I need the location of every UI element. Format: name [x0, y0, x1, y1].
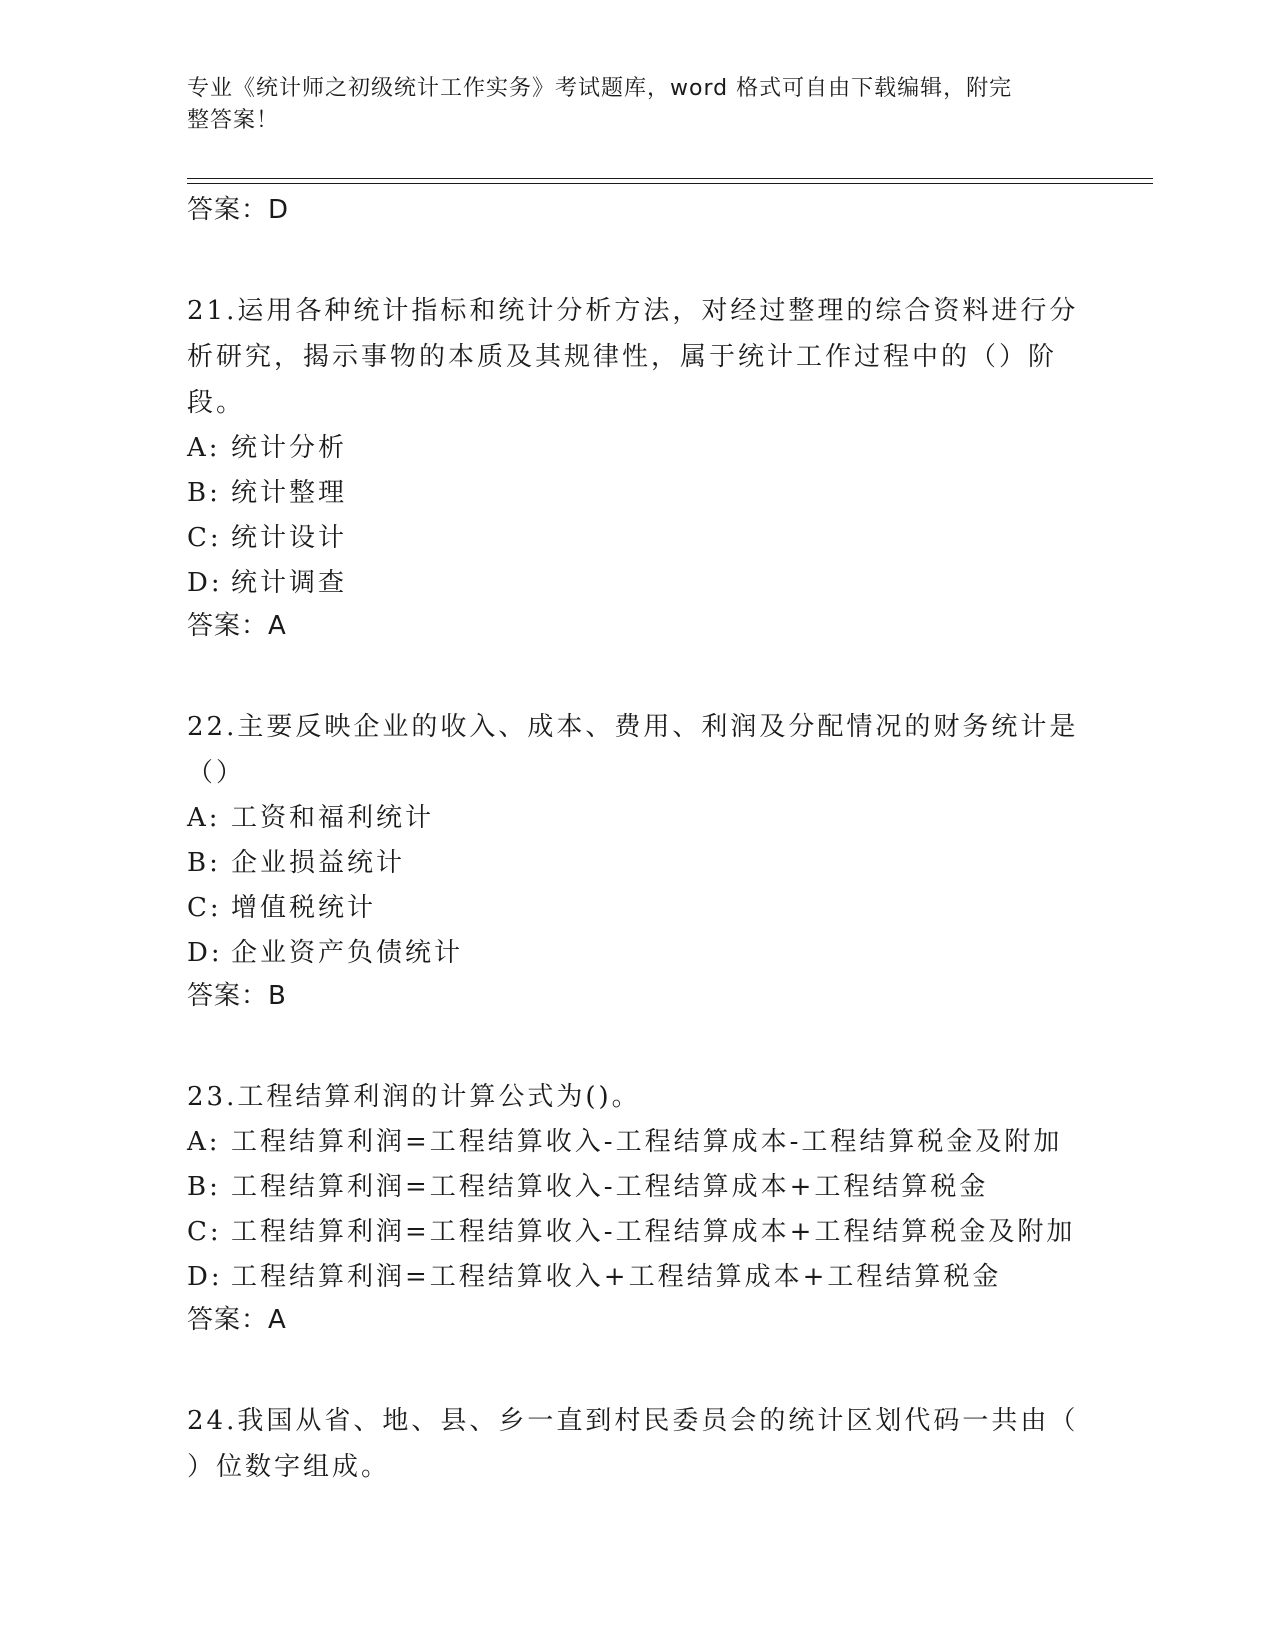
- option-text: 工程结算利润=工程结算收入-工程结算成本+工程结算税金: [231, 1172, 989, 1202]
- option-b: [187, 841, 1087, 886]
- question-text-line: 析研究，揭示事物的本质及其规律性，属于统计工作过程中的（）阶: [187, 342, 1058, 372]
- option-text: 工程结算利润=工程结算收入-工程结算成本+工程结算税金及附加: [231, 1217, 1076, 1247]
- option-d: [187, 931, 1087, 976]
- document-header: [187, 73, 1067, 137]
- option-key: B:: [187, 1172, 221, 1202]
- question-text-line: 21.运用各种统计指标和统计分析方法，对经过整理的综合资料进行分: [187, 296, 1079, 326]
- option-c: [187, 1210, 1087, 1255]
- option-text: 统计调查: [231, 568, 348, 598]
- option-key: A:: [187, 433, 221, 463]
- option-text: 统计分析: [231, 433, 348, 463]
- header-rule-bottom: [187, 183, 1153, 184]
- option-a: [187, 426, 1087, 471]
- question-list: [187, 190, 1087, 1490]
- question-text-line: 22.主要反映企业的收入、成本、费用、利润及分配情况的财务统计是: [187, 712, 1079, 742]
- option-key: B:: [187, 848, 221, 878]
- option-text: 统计整理: [231, 478, 348, 508]
- question-text-line: 24.我国从省、地、县、乡一直到村民委员会的统计区划代码一共由（: [187, 1406, 1079, 1436]
- question-23: [187, 1074, 1087, 1340]
- option-key: D:: [187, 568, 223, 598]
- option-text: 企业损益统计: [231, 848, 406, 878]
- answer-line: 答案：D: [187, 195, 290, 225]
- option-text: 工程结算利润=工程结算收入-工程结算成本-工程结算税金及附加: [231, 1127, 1063, 1157]
- option-text: 工资和福利统计: [231, 803, 435, 833]
- option-text: 工程结算利润=工程结算收入+工程结算成本+工程结算税金: [231, 1262, 1002, 1292]
- option-key: C:: [187, 1217, 222, 1247]
- option-text: 增值税统计: [231, 893, 377, 923]
- question-text-line: ）位数字组成。: [187, 1452, 391, 1482]
- option-c: [187, 516, 1087, 561]
- question-text-line: （）: [187, 758, 246, 788]
- option-key: D:: [187, 1262, 223, 1292]
- question-21: [187, 288, 1087, 646]
- answer-line: 答案：A: [187, 1305, 287, 1335]
- option-key: C:: [187, 893, 222, 923]
- option-d: [187, 1255, 1087, 1300]
- option-text: 企业资产负债统计: [231, 938, 464, 968]
- option-a: [187, 1120, 1087, 1165]
- header-rule-top: [187, 178, 1153, 179]
- option-key: D:: [187, 938, 223, 968]
- option-key: B:: [187, 478, 221, 508]
- answer-line: 答案：B: [187, 981, 287, 1011]
- option-c: [187, 886, 1087, 931]
- option-b: [187, 471, 1087, 516]
- option-d: [187, 561, 1087, 606]
- question-text-line: 23.工程结算利润的计算公式为()。: [187, 1082, 641, 1112]
- header-line-1: 专业《统计师之初级统计工作实务》考试题库，word 格式可自由下载编辑，附完: [187, 76, 1013, 101]
- question-24: [187, 1398, 1087, 1490]
- header-line-2: 整答案！: [187, 108, 280, 133]
- option-b: [187, 1165, 1087, 1210]
- answer-line: 答案：A: [187, 611, 287, 641]
- option-a: [187, 796, 1087, 841]
- option-text: 统计设计: [231, 523, 348, 553]
- option-key: A:: [187, 803, 221, 833]
- option-key: A:: [187, 1127, 221, 1157]
- question-text-line: 段。: [187, 388, 246, 418]
- option-key: C:: [187, 523, 222, 553]
- question-22: [187, 704, 1087, 1016]
